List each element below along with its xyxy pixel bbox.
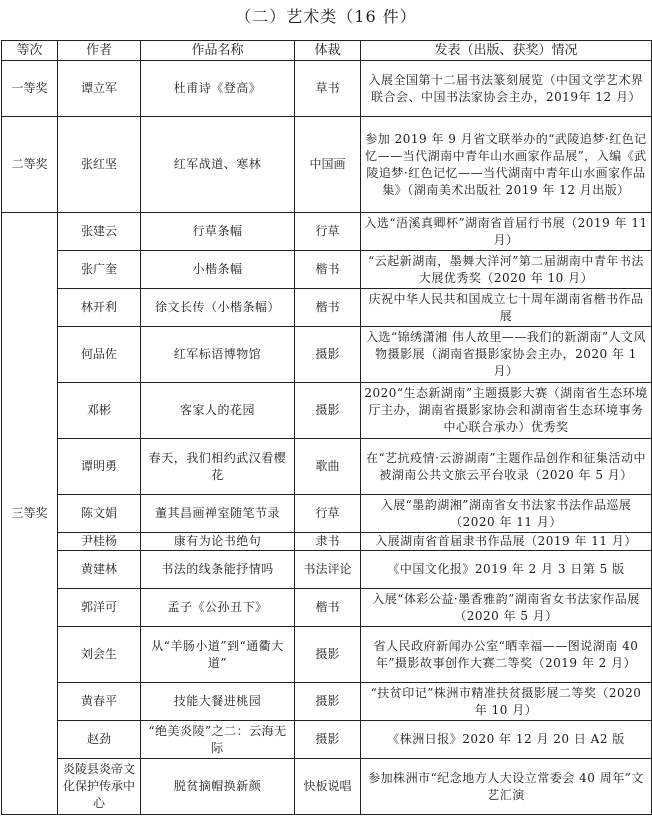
author-cell: 张红坚 (58, 117, 141, 213)
genre-cell: 隶书 (295, 533, 361, 551)
column-header-author: 作者 (58, 41, 141, 61)
genre-cell: 行草 (295, 213, 361, 251)
genre-cell: 摄影 (295, 383, 361, 439)
table-row (2, 251, 652, 289)
table-row (2, 289, 652, 327)
work-title-cell: 书法的线条能抒情吗 (141, 551, 295, 589)
author-cell: 邓彬 (58, 383, 141, 439)
genre-cell: 摄影 (295, 683, 361, 721)
table-row (2, 383, 652, 439)
publication-info-cell: 2020“生态新湖南”主题摄影大赛（湖南省生态环境厅主办，湖南省摄影家协会和湖南省生态环境事务中心联合承办）优秀奖 (361, 383, 652, 439)
author-cell: 刘会生 (58, 627, 141, 683)
table-row (2, 117, 652, 213)
column-header-rank: 等次 (2, 41, 58, 61)
work-title-cell: 从“羊肠小道”到“通衢大道” (141, 627, 295, 683)
work-title-cell: 红军战道、寒林 (141, 117, 295, 213)
genre-cell: 楷书 (295, 589, 361, 627)
genre-cell: 楷书 (295, 289, 361, 327)
genre-cell: 草书 (295, 61, 361, 117)
work-title-cell: 行草条幅 (141, 213, 295, 251)
table-row (2, 589, 652, 627)
table-body (2, 61, 652, 815)
genre-cell: 歌曲 (295, 439, 361, 495)
table-row (2, 61, 652, 117)
table-row (2, 495, 652, 533)
author-cell: 何品佐 (58, 327, 141, 383)
page-title: （二）艺术类（16 件） (235, 7, 417, 26)
publication-info-cell: 省人民政府新闻办公室“晒幸福——图说湖南 40 年”摄影故事创作大赛二等奖（2019 年 2 月） (361, 627, 652, 683)
author-cell: 黄建林 (58, 551, 141, 589)
author-cell: 陈文娟 (58, 495, 141, 533)
author-cell: 张建云 (58, 213, 141, 251)
author-cell: 张广奎 (58, 251, 141, 289)
publication-info-cell: 参加 2019 年 9 月省文联举办的“武陵追梦·红色记忆——当代湖南中青年山水画家作品展”，入编《武陵追梦·红色记忆——当代湖南中青年山水画家作品集》（湖南美术出版社 2019 年 12 月出版） (361, 117, 652, 213)
work-title-cell: “绝美炎陵”之二：云海无际 (141, 721, 295, 759)
table-row (2, 533, 652, 551)
genre-cell: 行草 (295, 495, 361, 533)
rank-cell: 一等奖 (2, 61, 58, 117)
column-header-genre: 体裁 (295, 41, 361, 61)
table-row (2, 627, 652, 683)
genre-cell: 快板说唱 (295, 759, 361, 815)
table-row (2, 759, 652, 815)
work-title-cell: 红军标语博物馆 (141, 327, 295, 383)
table-row (2, 683, 652, 721)
author-cell: 郭洋可 (58, 589, 141, 627)
work-title-cell: 孟子《公孙丑下》 (141, 589, 295, 627)
table-row (2, 439, 652, 495)
publication-info-cell: 《株洲日报》2020 年 12 月 20 日 A2 版 (361, 721, 652, 759)
work-title-cell: 杜甫诗《登高》 (141, 61, 295, 117)
publication-info-cell: 入展“墨韵湖湘”湖南省女书法家书法作品巡展（2020 年 11 月） (361, 495, 652, 533)
author-cell: 谭立军 (58, 61, 141, 117)
publication-info-cell: 入展湖南省首届隶书作品展（2019 年 11 月） (361, 533, 652, 551)
genre-cell: 摄影 (295, 627, 361, 683)
table-row (2, 213, 652, 251)
publication-info-cell: “扶贫印记”株洲市精准扶贫摄影展二等奖（2020 年 10 月） (361, 683, 652, 721)
work-title-cell: 脱贫摘帽换新颜 (141, 759, 295, 815)
publication-info-cell: 参加株洲市“纪念地方人大设立常委会 40 周年”文艺汇演 (361, 759, 652, 815)
table-header-row (2, 41, 652, 61)
publication-info-cell: 入选“浯溪真卿杯”湖南省首届行书展（2019 年 11 月） (361, 213, 652, 251)
genre-cell: 中国画 (295, 117, 361, 213)
column-header-info: 发表（出版、获奖）情况 (361, 41, 652, 61)
publication-info-cell: 入选“锦绣潇湘 伟人故里——我们的新湖南”人文风物摄影展（湖南省摄影家协会主办，2020 年 1 月） (361, 327, 652, 383)
publication-info-cell: 入展“体彩公益·墨香雅韵”湖南省女书法家作品展（2020 年 5 月） (361, 589, 652, 627)
genre-cell: 书法评论 (295, 551, 361, 589)
work-title-cell: 董其昌画禅室随笔节录 (141, 495, 295, 533)
work-title-cell: 春天，我们相约武汉看樱花 (141, 439, 295, 495)
genre-cell: 摄影 (295, 721, 361, 759)
author-cell: 黄春平 (58, 683, 141, 721)
column-header-work: 作品名称 (141, 41, 295, 61)
author-cell: 赵劲 (58, 721, 141, 759)
work-title-cell: 技能大餐进桃园 (141, 683, 295, 721)
author-cell: 炎陵县炎帝文化保护传承中心 (58, 759, 141, 815)
rank-cell: 三等奖 (2, 213, 58, 815)
table-row (2, 721, 652, 759)
work-title-cell: 小楷条幅 (141, 251, 295, 289)
genre-cell: 楷书 (295, 251, 361, 289)
work-title-cell: 客家人的花园 (141, 383, 295, 439)
publication-info-cell: 入展全国第十二届书法篆刻展览（中国文学艺术界联合会、中国书法家协会主办，2019年 12 月） (361, 61, 652, 117)
work-title-cell: 康有为论书绝句 (141, 533, 295, 551)
author-cell: 林开利 (58, 289, 141, 327)
publication-info-cell: 《中国文化报》2019 年 2 月 3 日第 5 版 (361, 551, 652, 589)
publication-info-cell: “云起新湖南，墨舞大洋河”第二届湖南中青年书法大展优秀奖（2020 年 10 月） (361, 251, 652, 289)
author-cell: 尹桂杨 (58, 533, 141, 551)
work-title-cell: 徐文长传（小楷条幅） (141, 289, 295, 327)
publication-info-cell: 庆祝中华人民共和国成立七十周年湖南省楷书作品展 (361, 289, 652, 327)
awards-table (1, 40, 652, 815)
table-row (2, 327, 652, 383)
genre-cell: 摄影 (295, 327, 361, 383)
publication-info-cell: 在“艺抗疫情·云游湖南”主题作品创作和征集活动中被湖南公共文旅云平台收录（2020 年 5 月） (361, 439, 652, 495)
rank-cell: 二等奖 (2, 117, 58, 213)
author-cell: 谭明勇 (58, 439, 141, 495)
table-row (2, 551, 652, 589)
